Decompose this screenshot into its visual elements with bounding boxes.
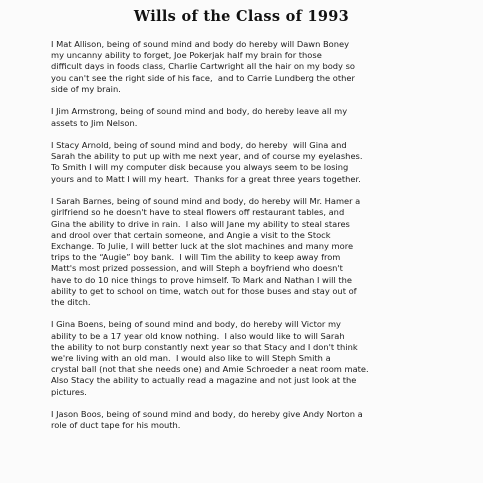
text-line: ability to get to school on time, watch out for those buses and stay out of: [51, 285, 357, 296]
text-line: trips to the “Augie” boy bank. I will Tim the ability to keep away from: [51, 252, 341, 263]
text-line: assets to Jim Nelson.: [51, 117, 138, 128]
text-line: I Jim Armstrong, being of sound mind and body, do hereby leave all my: [51, 106, 348, 117]
text-line: you can't see the right side of his face, and to Carrie Lundberg the other: [51, 72, 355, 83]
text-line: I Gina Boens, being of sound mind and body, do hereby will Victor my: [51, 319, 341, 330]
text-line: side of my brain.: [51, 83, 121, 94]
text-line: difficult days in foods class, Charlie Cartwright all the hair on my body so: [51, 61, 355, 72]
text-line: I Stacy Arnold, being of sound mind and body, do hereby will Gina and: [51, 140, 347, 151]
text-line: Gina the ability to drive in rain. I also will Jane my ability to steal stares: [51, 218, 350, 229]
document-body: [51, 39, 463, 443]
text-line: Also Stacy the ability to actually read a magazine and not just look at the: [51, 375, 357, 386]
text-line: the ditch.: [51, 296, 91, 307]
text-line: crystal ball (not that she needs one) and Amie Schroeder a neat room mate.: [51, 364, 369, 375]
will-paragraph-mat-allison: [51, 39, 463, 95]
text-line: ability to be a 17 year old know nothing. I also would like to will Sarah: [51, 330, 345, 341]
text-line: I Mat Allison, being of sound mind and body do hereby will Dawn Boney: [51, 39, 350, 49]
text-line: I Sarah Barnes, being of sound mind and body, do hereby will Mr. Hamer a: [51, 196, 361, 207]
will-paragraph-stacy-arnold: [51, 140, 463, 185]
will-paragraph-gina-boens: [51, 319, 463, 397]
text-line: Exchange. To Julie, I will better luck at the slot machines and many more: [51, 240, 354, 251]
text-line: pictures.: [51, 386, 87, 397]
text-line: role of duct tape for his mouth.: [51, 420, 181, 431]
text-line: have to do 10 nice things to prove himself. To Mark and Nathan I will the: [51, 274, 353, 285]
text-line: my uncanny ability to forget, Joe Pokerjak half my brain for those: [51, 50, 322, 61]
text-line: yours and to Matt I will my heart. Thanks for a great three years together.: [51, 173, 361, 184]
page-title: Wills of the Class of 1993: [133, 8, 350, 25]
text-line: To Smith I will my computer disk because you always seem to be losing: [51, 162, 349, 173]
text-line: we're living with an old man. I would also like to will Steph Smith a: [51, 353, 331, 364]
will-paragraph-jim-armstrong: [51, 106, 463, 128]
text-line: and drool over that certain someone, and Angie a visit to the Stock: [51, 229, 331, 240]
text-line: Matt's most prized possession, and will Steph a boyfriend who doesn't: [51, 263, 343, 274]
text-line: I Jason Boos, being of sound mind and body, do hereby give Andy Norton a: [51, 409, 363, 420]
text-line: the ability to not burp constantly next year so that Stacy and I don't think: [51, 341, 358, 352]
text-line: girlfriend so he doesn't have to steal flowers off restaurant tables, and: [51, 207, 345, 218]
will-paragraph-sarah-barnes: [51, 196, 463, 308]
will-paragraph-jason-boos: [51, 409, 463, 431]
text-line: Sarah the ability to put up with me next year, and of course my eyelashes.: [51, 151, 363, 162]
